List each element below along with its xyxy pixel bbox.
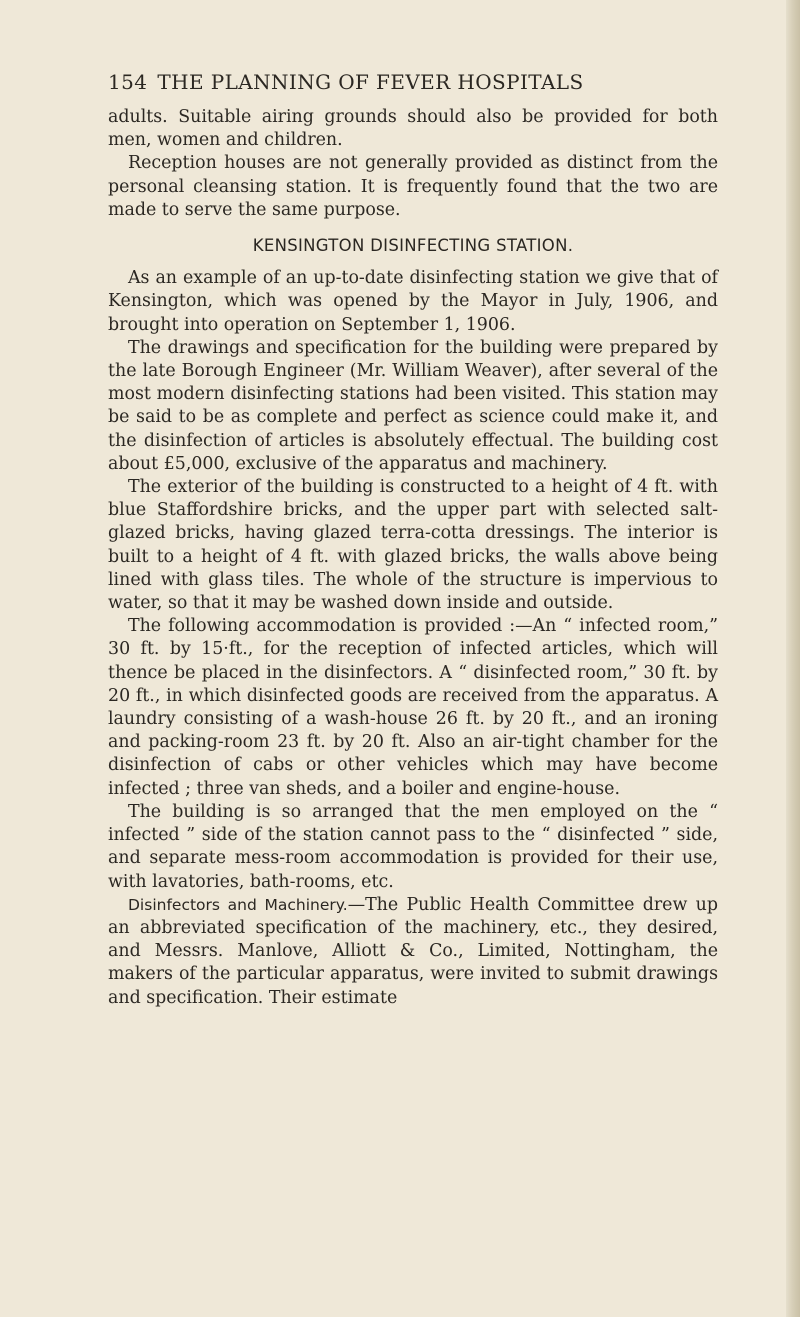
paragraph-disinfectors [108,894,718,1010]
paragraph: The building is so arranged that the men employed on the “ infected ” side of the station cannot pass to the “ disinfected ” side, and separate mess-room accommodation is provided for their use, with lavatories, bath-rooms, etc. [108,801,718,892]
book-page [108,70,718,1010]
paragraph: The exterior of the building is constructed to a height of 4 ft. with blue Staffordshire bricks, and the upper part with selected salt-glazed bricks, having glazed terra-cotta dressings. The interior is built to a height of 4 ft. with glazed bricks, the walls above being lined with glass tiles. The whole of the structure is impervious to water, so that it may be washed down inside and outside. [108,477,718,614]
paragraph: adults. Suitable airing grounds should also be provided for both men, women and children. [108,107,718,151]
running-head [108,70,718,94]
paragraph: The following accommodation is provided :—An “ infected room,” 30 ft. by 15·ft., for the reception of infected articles, which will thence be placed in the disinfectors. A “ disinfected room,” 30 ft. by 20 ft., in which disinfected goods are received from the apparatus. A laundry consisting of a wash-house 26 ft. by 20 ft., and an ironing and packing-room 23 ft. by 20 ft. Also an air-tight chamber for the disinfection of cabs or other vehicles which may have become infected ; three van sheds, and a boiler and engine-house. [108,616,718,799]
paragraph: Reception houses are not generally provided as distinct from the personal cleansing station. It is frequently found that the two are made to serve the same purpose. [108,153,718,220]
paragraph: As an example of an up-to-date disinfecting station we give that of Kensington, which was opened by the Mayor in July, 1906, and brought into operation on September 1, 1906. [108,268,718,335]
running-head-title: THE PLANNING OF FEVER HOSPITALS [157,70,584,94]
page-edge-shadow [786,0,800,1317]
paragraph-text: —The Public Health Committee drew up an abbreviated specification of the machinery, etc., they desired, and Messrs. Manlove, Alliott & Co., Limited, Nottingham, the makers of the particular apparatus, were invited to submit drawings and specification. Their estimate [108,894,718,1008]
page-number: 154 [108,70,148,94]
run-in-heading: Disinfectors and Machinery. [128,895,348,914]
body-text [108,106,718,1010]
paragraph: The drawings and specification for the building were prepared by the late Borough Engineer (Mr. William Weaver), after several of the most modern disinfecting stations had been visited. This station may be said to be as complete and perfect as science could make it, and the disinfection of articles is absolutely effectual. The building cost about £5,000, exclusive of the apparatus and machinery. [108,337,718,474]
section-heading: KENSINGTON DISINFECTING STATION. [252,236,574,256]
